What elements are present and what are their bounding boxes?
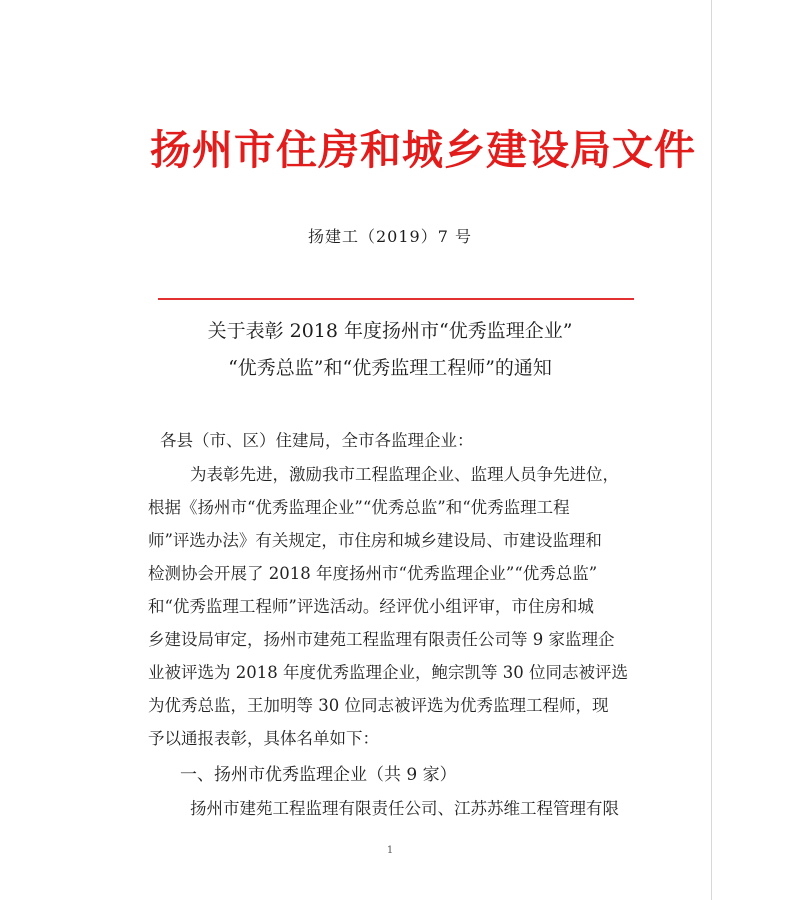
body-line: 为表彰先进，激励我市工程监理企业、监理人员争先进位， [190, 465, 619, 484]
document-number: 扬建工（2019）7 号 [308, 227, 472, 246]
body-line: 检测协会开展了 2018 年度扬州市“优秀监理企业”“优秀总监” [148, 564, 598, 583]
notice-title-line-2: “优秀总监”和“优秀监理工程师”的通知 [228, 357, 552, 379]
salutation: 各县（市、区）住建局，全市各监理企业： [160, 431, 474, 450]
body-line: 师”评选办法》有关规定，市住房和城乡建设局、市建设监理和 [148, 531, 602, 550]
body-line: 乡建设局审定，扬州市建苑工程监理有限责任公司等 9 家监理企 [148, 630, 615, 649]
page-edge-line [711, 0, 712, 900]
red-divider-rule [158, 298, 634, 300]
body-line: 为优秀总监，王加明等 30 位同志被评选为优秀监理工程师，现 [148, 696, 609, 715]
masthead-title: 扬州市住房和城乡建设局文件 [150, 126, 696, 174]
page-number: 1 [386, 845, 394, 856]
notice-title-line-1: 关于表彰 2018 年度扬州市“优秀监理企业” [207, 320, 573, 342]
body-line: 业被评选为 2018 年度优秀监理企业，鲍宗凯等 30 位同志被评选 [148, 663, 628, 682]
body-line: 根据《扬州市“优秀监理企业”“优秀总监”和“优秀监理工程 [148, 498, 570, 517]
body-line: 扬州市建苑工程监理有限责任公司、江苏苏维工程管理有限 [190, 799, 619, 818]
section-heading: 一、扬州市优秀监理企业（共 9 家） [180, 765, 457, 785]
body-line: 予以通报表彰，具体名单如下： [148, 729, 379, 748]
body-line: 和“优秀监理工程师”评选活动。经评优小组评审，市住房和城 [148, 597, 594, 616]
